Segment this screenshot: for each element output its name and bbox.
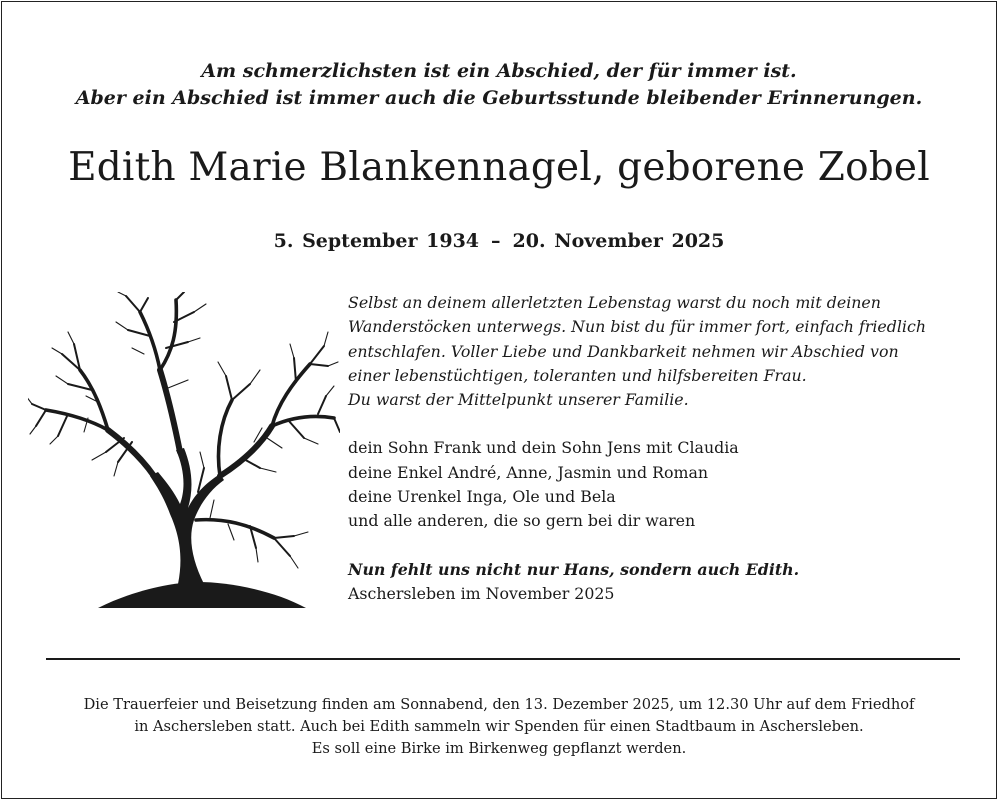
closing-emphasis: Nun fehlt uns nicht nur Hans, sondern auch Edith.	[348, 559, 800, 579]
family-line: deine Enkel André, Anne, Jasmin und Roman	[348, 462, 709, 482]
motto-line: Aber ein Abschied ist immer auch die Geburtsstunde bleibender Erinnerungen.	[75, 87, 923, 109]
funeral-notice	[2, 694, 996, 760]
closing	[348, 558, 968, 607]
family-line: und alle anderen, die so gern bei dir waren	[348, 511, 696, 531]
bare-tree-silhouette-icon	[28, 292, 340, 612]
obituary-frame	[1, 1, 997, 799]
family-line: deine Urenkel Inga, Ole und Bela	[348, 487, 616, 507]
birth-date: 5. September 1934	[273, 230, 480, 252]
death-date: 20. November 2025	[512, 230, 725, 252]
obituary-text	[348, 291, 968, 606]
place-date: Aschersleben im November 2025	[348, 583, 615, 603]
funeral-notice-line: Die Trauerfeier und Beisetzung finden am Sonnabend, den 13. Dezember 2025, um 12.30 Uhr auf dem Friedhof	[83, 696, 915, 713]
life-dates	[2, 226, 996, 256]
family-line: dein Sohn Frank und dein Sohn Jens mit Claudia	[348, 438, 739, 458]
message-line: einer lebenstüchtigen, toleranten und hilfsbereiten Frau.	[348, 365, 807, 385]
funeral-notice-line: Es soll eine Birke im Birkenweg gepflanzt werden.	[311, 740, 687, 757]
message-line: Selbst an deinem allerletzten Lebenstag warst du noch mit deinen	[348, 293, 881, 312]
message-line: Wanderstöcken unterwegs. Nun bist du für immer fort, einfach friedlich	[348, 317, 927, 337]
motto-line: Am schmerzlichsten ist ein Abschied, der für immer ist.	[201, 60, 797, 82]
message-line: Du warst der Mittelpunkt unserer Familie.	[348, 390, 689, 410]
family-list	[348, 436, 968, 533]
message-line: entschlafen. Voller Liebe und Dankbarkeit nehmen wir Abschied von	[348, 341, 899, 361]
funeral-notice-line: in Aschersleben statt. Auch bei Edith sammeln wir Spenden für einen Stadtbaum in Aschersleben.	[134, 718, 864, 735]
divider	[46, 658, 960, 660]
message-paragraph	[348, 291, 968, 412]
motto	[2, 58, 996, 112]
date-separator: –	[491, 230, 501, 252]
deceased-name: Edith Marie Blankennagel, geborene Zobel	[68, 145, 930, 190]
